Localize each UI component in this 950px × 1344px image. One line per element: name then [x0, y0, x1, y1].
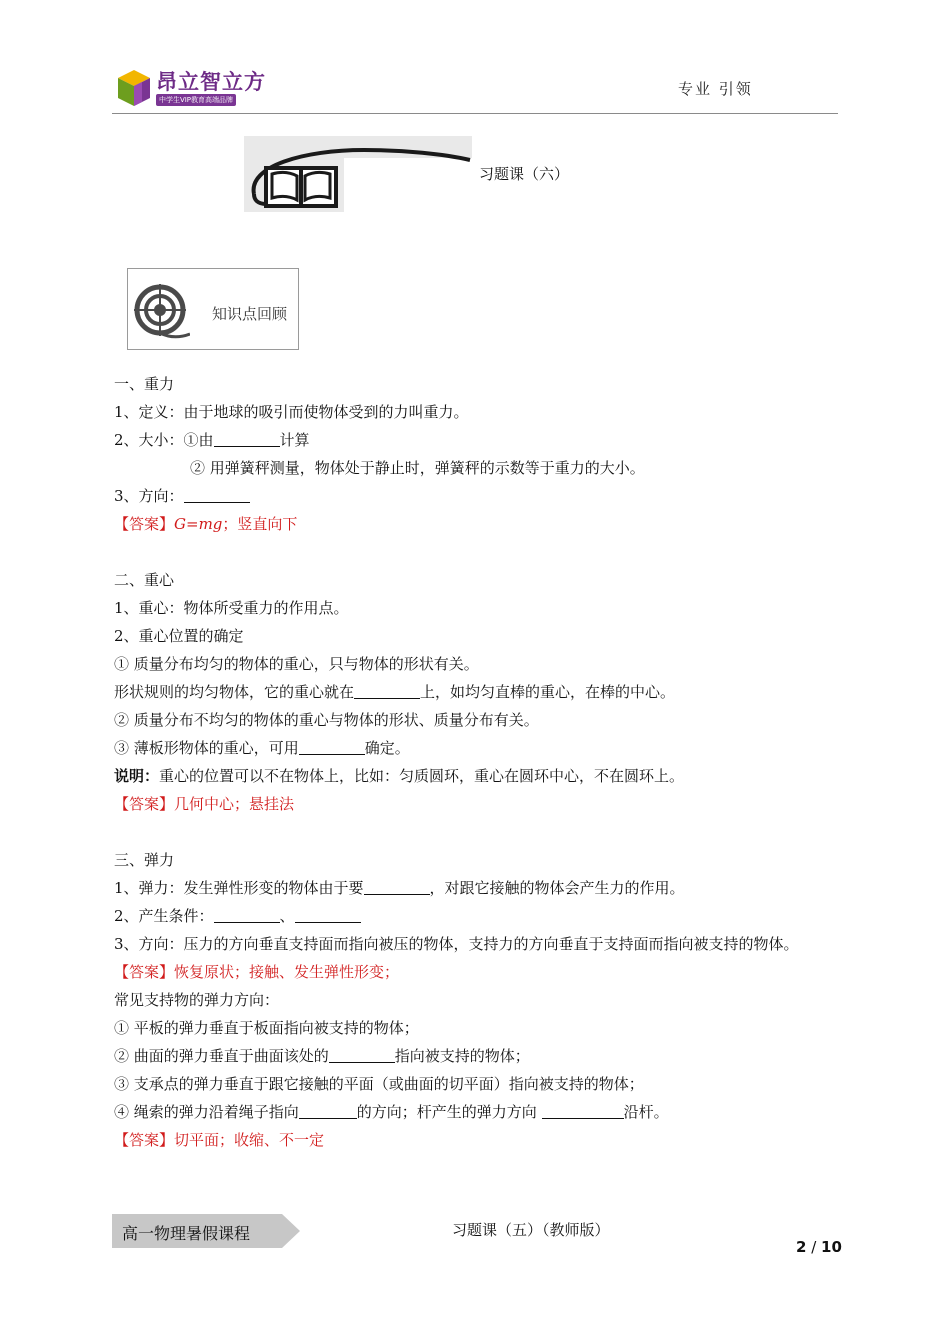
gravity-answer	[114, 510, 844, 538]
page-current: 2	[796, 1238, 807, 1256]
page-total: 10	[821, 1238, 842, 1256]
fill-blank	[184, 486, 250, 503]
gravity-direction	[114, 482, 844, 510]
answer-text: ；竖直向下	[222, 515, 298, 533]
elastic-support-heading: 常见支持物的弹力方向：	[114, 991, 280, 1009]
center-uniform: ① 质量分布均匀的物体的重心，只与物体的形状有关。	[114, 655, 479, 673]
section-heading-gravity: 一、重力	[114, 375, 175, 393]
text-segment: 上，如均匀直棒的重心，在棒的中心。	[420, 683, 676, 701]
answer-label: 【答案】	[114, 515, 175, 533]
fill-blank	[214, 906, 280, 923]
logo-tagline: 中学生VIP教育高端品牌	[156, 94, 236, 106]
text-segment: ② 曲面的弹力垂直于曲面该处的	[114, 1047, 329, 1065]
fill-blank	[354, 682, 420, 699]
target-icon	[134, 284, 190, 340]
logo-cube-icon	[116, 68, 152, 108]
section-heading-elastic: 三、弹力	[114, 851, 175, 869]
note-text: 重心的位置可以不在物体上，比如：匀质圆环，重心在圆环中心，不在圆环上。	[159, 767, 685, 785]
note-label: 说明：	[114, 767, 160, 785]
text-segment: ，对跟它接触的物体会产生力的作用。	[429, 879, 685, 897]
elastic-answer-1: 【答案】恢复原状；接触、发生弹性形变；	[114, 963, 400, 981]
elastic-answer-2: 【答案】切平面；收缩、不一定	[114, 1131, 325, 1149]
center-thin-plate	[114, 734, 844, 762]
center-note	[114, 762, 844, 790]
text-segment: 形状规则的均匀物体，它的重心就在	[114, 683, 355, 701]
center-regular-shape	[114, 678, 844, 706]
elastic-flat-plate: ① 平板的弹力垂直于板面指向被支持的物体；	[114, 1019, 419, 1037]
header-slogan: 专业 引领	[678, 80, 753, 98]
elastic-conditions	[114, 902, 844, 930]
text-segment: 2、大小：①由	[114, 431, 214, 449]
gravity-magnitude	[114, 426, 844, 454]
text-segment: ③ 薄板形物体的重心，可用	[114, 739, 299, 757]
fill-blank	[295, 906, 361, 923]
gravity-definition: 1、定义：由于地球的吸引而使物体受到的力叫重力。	[114, 403, 469, 421]
review-label: 知识点回顾	[212, 305, 288, 323]
text-segment: 、	[279, 907, 295, 925]
lesson-title: 习题课（六）	[479, 165, 570, 183]
center-definition: 1、重心：物体所受重力的作用点。	[114, 599, 349, 617]
page-separator: /	[806, 1238, 822, 1256]
fill-blank	[214, 430, 280, 447]
text-segment: 计算	[279, 431, 310, 449]
footer-course-name: 高一物理暑假课程	[122, 1224, 251, 1243]
text-segment: 3、方向：	[114, 487, 184, 505]
center-answer: 【答案】几何中心；悬挂法	[114, 795, 295, 813]
content-body	[114, 370, 844, 1154]
text-segment: 指向被支持的物体；	[394, 1047, 530, 1065]
text-segment: ④ 绳索的弹力沿着绳子指向	[114, 1103, 299, 1121]
answer-formula: G=mg	[174, 515, 223, 533]
section-heading-center: 二、重心	[114, 571, 175, 589]
fill-blank	[329, 1046, 395, 1063]
elastic-definition	[114, 874, 844, 902]
center-position: 2、重心位置的确定	[114, 627, 244, 645]
gravity-measure: ② 用弹簧秤测量，物体处于静止时，弹簧秤的示数等于重力的大小。	[190, 459, 645, 477]
fill-blank	[364, 878, 430, 895]
text-segment: 的方向；杆产生的弹力方向	[356, 1103, 542, 1121]
text-segment: 确定。	[364, 739, 410, 757]
fill-blank	[542, 1102, 624, 1119]
header-divider	[112, 113, 838, 114]
elastic-curved-surface	[114, 1042, 844, 1070]
elastic-support-point: ③ 支承点的弹力垂直于跟它接触的平面（或曲面的切平面）指向被支持的物体；	[114, 1075, 644, 1093]
footer-document-title: 习题课（五）（教师版）	[452, 1221, 610, 1239]
text-segment: 2、产生条件：	[114, 907, 214, 925]
text-segment: 1、弹力：发生弹性形变的物体由于要	[114, 879, 364, 897]
elastic-direction: 3、方向：压力的方向垂直支持面而指向被压的物体，支持力的方向垂直于支持面而指向被支持的物体。	[114, 935, 799, 953]
page-number	[796, 1238, 842, 1256]
fill-blank	[299, 738, 365, 755]
text-segment: 沿杆。	[623, 1103, 669, 1121]
center-nonuniform: ② 质量分布不均匀的物体的重心与物体的形状、质量分布有关。	[114, 711, 539, 729]
book-icon	[244, 136, 472, 212]
elastic-rope-rod	[114, 1098, 844, 1126]
fill-blank	[299, 1102, 357, 1119]
logo-name: 昂立智立方	[156, 70, 266, 94]
